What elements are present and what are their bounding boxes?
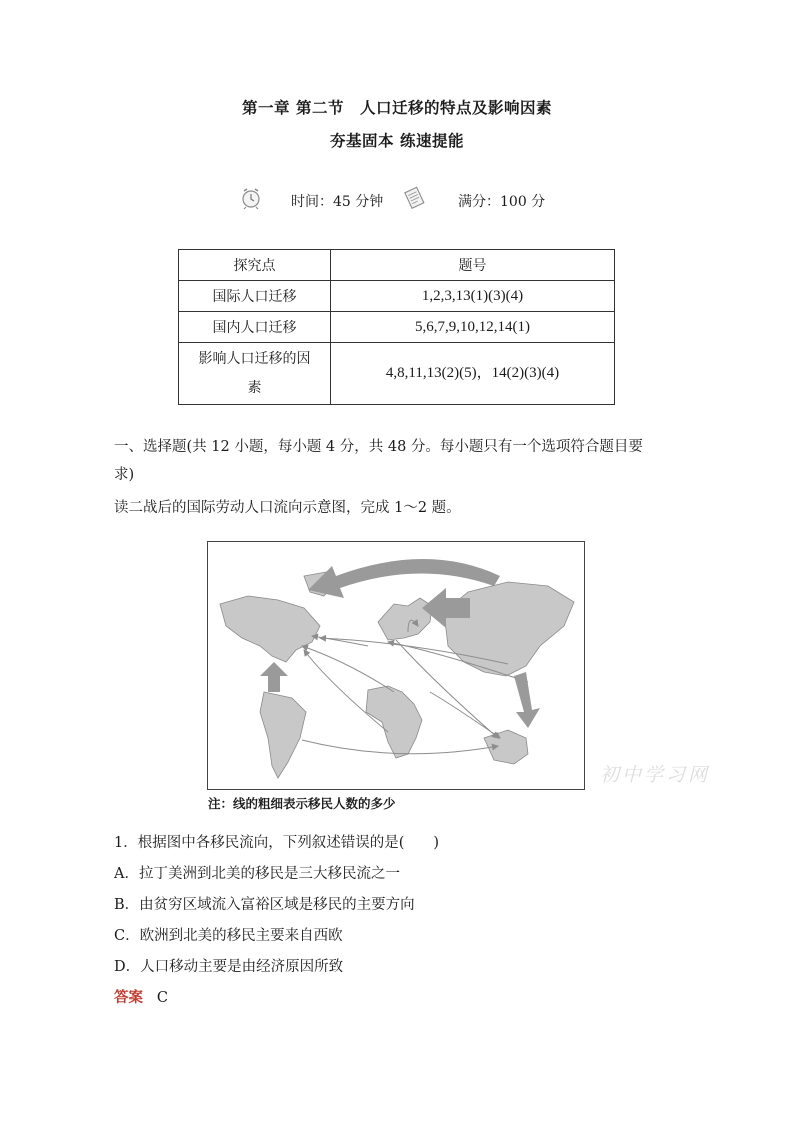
alarm-clock-icon	[240, 186, 262, 214]
full-score: 满分：100 分	[458, 194, 546, 210]
page-subtitle: 夯基固本 练速提能	[330, 132, 464, 150]
topic-cell-line: 素	[247, 379, 262, 396]
question-intro: 读二战后的国际劳动人口流向示意图，完成 1～2 题。	[114, 500, 461, 516]
south-america-landmass	[260, 692, 306, 778]
table-row	[179, 312, 615, 343]
option-d: D．人口移动主要是由经济原因所致	[114, 959, 344, 975]
africa-landmass	[366, 686, 422, 758]
table-row	[179, 343, 615, 405]
map-note: 注：线的粗细表示移民人数的多少	[208, 796, 396, 811]
topic-cell: 国际人口迁移	[179, 281, 331, 312]
topic-cell	[179, 343, 331, 405]
table-header-row	[179, 250, 615, 281]
page-title: 第一章 第二节 人口迁移的特点及影响因素	[242, 99, 552, 117]
section-heading-line: 一、选择题(共 12 小题，每小题 4 分，共 48 分。每小题只有一个选项符合题目要	[114, 439, 643, 455]
answer-value: C	[156, 990, 168, 1006]
topic-table	[178, 249, 615, 405]
questions-cell: 4,8,11,13(2)(5)，14(2)(3)(4)	[331, 343, 615, 405]
table-row	[179, 281, 615, 312]
question-stem: 1．根据图中各移民流向，下列叙述错误的是( )	[114, 835, 440, 851]
section-heading	[114, 433, 694, 489]
exam-paper-icon	[403, 186, 427, 214]
option-a: A．拉丁美洲到北美的移民是三大移民流之一	[114, 866, 400, 882]
table-header-questions: 题号	[331, 250, 615, 281]
questions-cell: 1,2,3,13(1)(3)(4)	[331, 281, 615, 312]
migration-map	[207, 541, 585, 790]
answer-line	[114, 987, 168, 1009]
europe-landmass	[378, 598, 432, 640]
time-limit: 时间：45 分钟	[291, 194, 384, 210]
questions-cell: 5,6,7,9,10,12,14(1)	[331, 312, 615, 343]
option-c: C．欧洲到北美的移民主要来自西欧	[114, 928, 343, 944]
section-heading-line: 求)	[114, 467, 135, 483]
table-header-topic: 探究点	[179, 250, 331, 281]
exam-meta	[0, 186, 794, 214]
answer-label: 答案	[114, 990, 143, 1006]
watermark: 初中学习网	[600, 764, 711, 786]
option-b: B．由贫穷区域流入富裕区域是移民的主要方向	[114, 897, 415, 913]
topic-cell: 国内人口迁移	[179, 312, 331, 343]
topic-cell-line: 影响人口迁移的因	[198, 350, 311, 367]
